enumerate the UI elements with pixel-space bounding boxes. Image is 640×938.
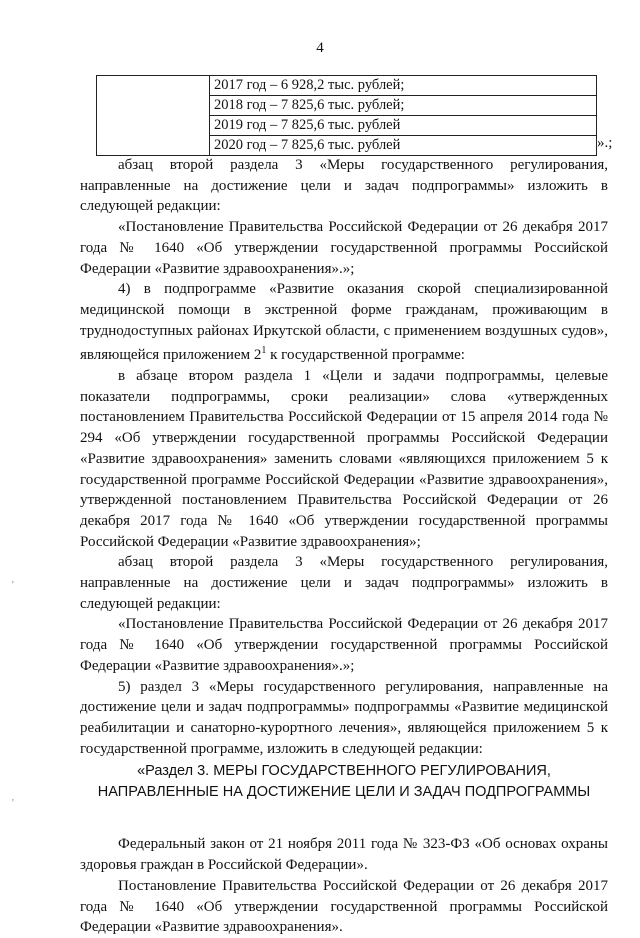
document-body [80, 155, 608, 938]
table-cell: 2018 год – 7 825,6 тыс. рублей; [210, 96, 597, 116]
paragraph: абзац второй раздела 3 «Меры государственного регулирования, направленные на достижение цели и задач подпрограммы» изложить в следующей редакции: [80, 157, 608, 215]
table-row [97, 76, 597, 96]
table-empty-cell [97, 76, 210, 156]
table-cell: 2019 год – 7 825,6 тыс. рублей [210, 116, 597, 136]
paragraph: Федеральный закон от 21 ноября 2011 года № 323-ФЗ «Об основах охраны здоровья граждан в Российской Федерации». [80, 836, 608, 874]
paragraph-text: 4) в подпрограмме «Развитие оказания скорой специализированной медицинской помощи в экстренной форме гражданам, проживающим в труднодоступных районах Иркутской области, с применением воздушных судов», являющейся приложением 2 [80, 281, 608, 364]
table-closing-mark: ».; [597, 135, 613, 151]
paragraph-text: к государственной программе: [266, 347, 465, 364]
paragraph [80, 279, 608, 366]
margin-mark: ' [12, 798, 14, 809]
paragraph: «Постановление Правительства Российской Федерации от 26 декабря 2017 года № 1640 «Об утверждении государственной программы Российской Федерации «Развитие здравоохранения».»; [80, 219, 608, 277]
table-cell: 2020 год – 7 825,6 тыс. рублей [210, 136, 597, 156]
budget-table [96, 75, 597, 156]
paragraph: в абзаце втором раздела 1 «Цели и задачи подпрограммы, целевые показатели подпрограммы, сроки реализации» слова «утвержденных постановлением Правительства Российской Федерации от 15 апреля 2014 года № 294 «Об утверждении государственной программы Российской Федерации «Развитие здравоохранения» заменить словами «являющихся приложением 5 к государственной программе Российской Федерации «Развитие здравоохранения», утвержденной постановлением Правительства Российской Федерации от 26 декабря 2017 года № 1640 «Об утверждении государственной программы Российской Федерации «Развитие здравоохранения»; [80, 368, 608, 550]
section-heading: «Раздел 3. МЕРЫ ГОСУДАРСТВЕННОГО РЕГУЛИРОВАНИЯ, НАПРАВЛЕННЫЕ НА ДОСТИЖЕНИЕ ЦЕЛИ И ЗАДАЧ ПОДПРОГРАММЫ [97, 763, 591, 800]
paragraph: 5) раздел 3 «Меры государственного регулирования, направленные на достижение цели и задач подпрограммы» подпрограммы «Развитие медицинской реабилитации и санаторно-курортного лечения», являющейся приложением 5 к государственной программе, изложить в следующей редакции: [80, 678, 608, 757]
table-cell: 2017 год – 6 928,2 тыс. рублей; [210, 76, 597, 96]
margin-mark: ' [12, 580, 14, 591]
paragraph: абзац второй раздела 3 «Меры государственного регулирования, направленные на достижение цели и задач подпрограммы» изложить в следующей редакции: [80, 554, 608, 612]
paragraph: «Постановление Правительства Российской Федерации от 26 декабря 2017 года № 1640 «Об утверждении государственной программы Российской Федерации «Развитие здравоохранения».»; [80, 616, 608, 674]
paragraph: Постановление Правительства Российской Федерации от 26 декабря 2017 года № 1640 «Об утверждении государственной программы Российской Федерации «Развитие здравоохранения». [80, 877, 608, 936]
page-number: 4 [316, 40, 324, 56]
superscript: 1 [261, 345, 267, 357]
